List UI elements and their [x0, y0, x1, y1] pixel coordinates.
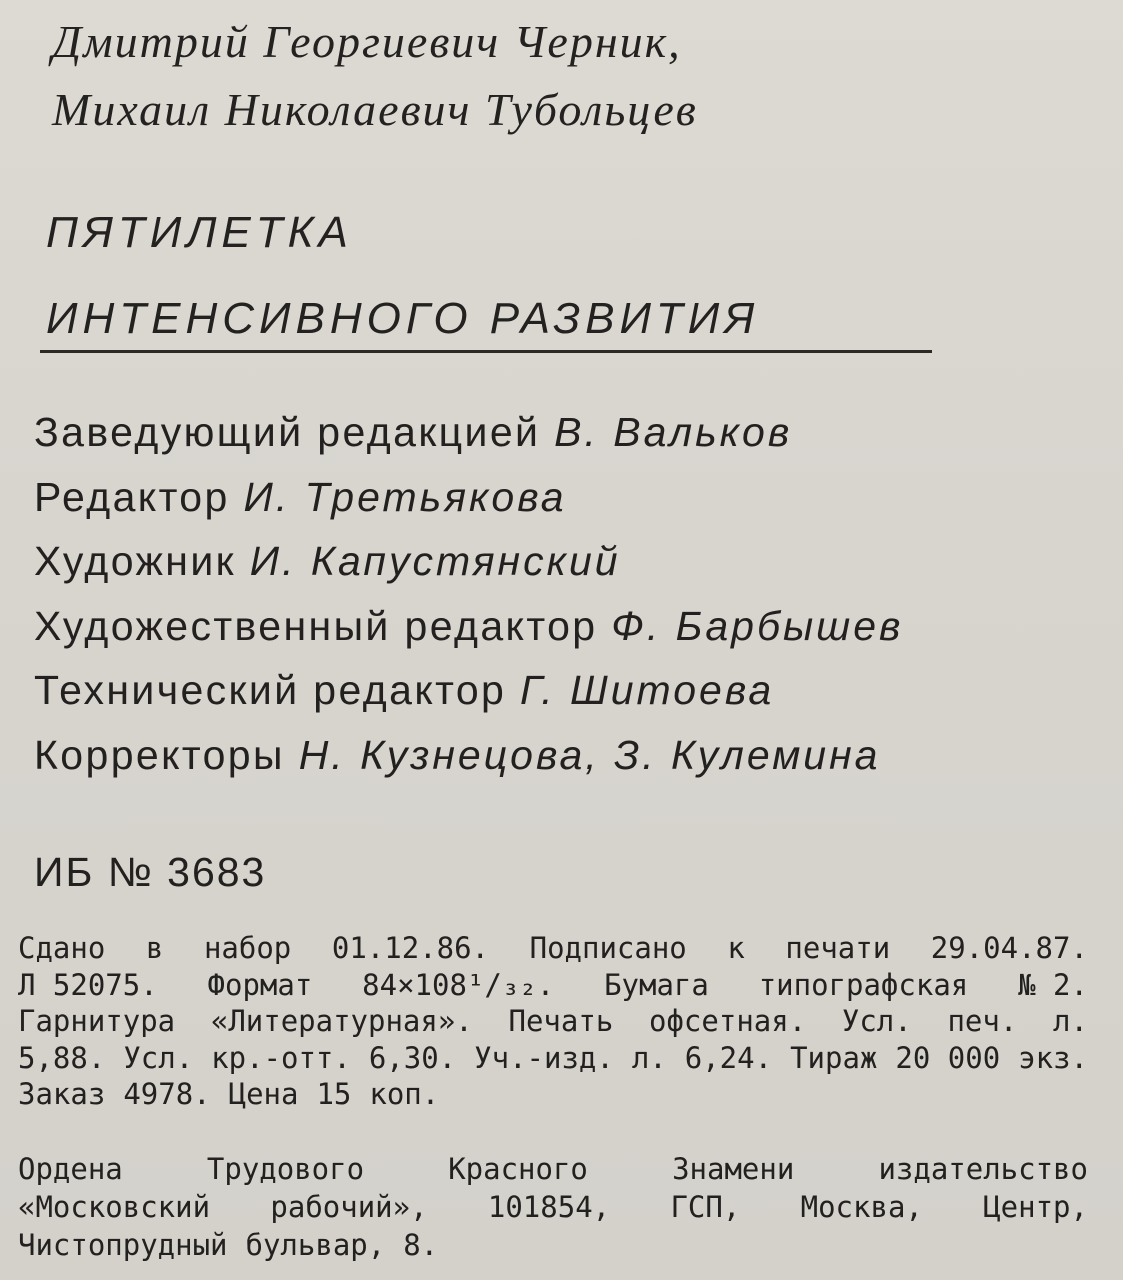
credit-row [34, 594, 903, 659]
author-line: Михаил Николаевич Тубольцев [52, 84, 698, 135]
imprint-word: Бумага [604, 967, 709, 1002]
imprint-word: 20 000 [895, 1040, 1001, 1075]
imprint-word: № 2. [1018, 967, 1088, 1002]
credit-name: Н. Кузнецова, З. Кулемина [298, 731, 881, 778]
publisher-word: Чистопрудный [18, 1228, 228, 1262]
publisher-word: Центр, [983, 1190, 1088, 1224]
imprint-line [18, 1003, 1088, 1040]
imprint-block [18, 930, 1088, 1113]
imprint-word: типографская [758, 967, 969, 1002]
title-line: ПЯТИЛЕТКА [46, 208, 353, 257]
imprint-word: Формат [207, 967, 313, 1002]
imprint-word: л. [1053, 1004, 1088, 1038]
imprint-word: 6,24. [684, 1040, 773, 1075]
credit-row [34, 723, 903, 788]
credit-name: И. Третьякова [243, 473, 567, 520]
imprint-word: Печать [508, 1004, 614, 1038]
imprint-word: Цена [228, 1077, 299, 1111]
credit-row [34, 465, 903, 530]
divider-rule [40, 350, 932, 353]
publisher-word: издательство [878, 1152, 1088, 1186]
imprint-word: л. [631, 1040, 667, 1075]
imprint-word: офсетная. [649, 1004, 807, 1038]
imprint-word: Сдано [18, 931, 106, 965]
imprint-word: к [727, 931, 745, 965]
imprint-line [18, 930, 1088, 967]
imprint-word: набор [203, 931, 292, 965]
publisher-word: 8. [403, 1228, 439, 1262]
author-line: Дмитрий Георгиевич Черник, [52, 16, 682, 67]
imprint-word: Заказ [18, 1077, 106, 1111]
credit-role: Корректоры [34, 731, 285, 778]
authors-block [52, 8, 698, 144]
credit-name: Ф. Барбышев [611, 602, 904, 649]
publisher-line [18, 1188, 1088, 1226]
imprint-word: Уч.-изд. [474, 1040, 614, 1075]
imprint-line [18, 967, 1088, 1004]
imprint-word: печати [785, 931, 891, 965]
imprint-word: печ. [947, 1004, 1018, 1038]
imprint-word: кр.-отт. [211, 1040, 351, 1075]
publisher-line [18, 1150, 1088, 1188]
publisher-word: Ордена [18, 1152, 123, 1186]
imprint-word: Усл. [841, 1004, 912, 1038]
imprint-word: 4978. [123, 1077, 211, 1111]
credit-name: В. Вальков [554, 409, 793, 455]
imprint-word: 01.12.86. [331, 931, 490, 965]
credit-role: Технический редактор [34, 667, 507, 713]
imprint-word: Тираж [790, 1040, 878, 1075]
publisher-line [18, 1226, 1088, 1264]
imprint-word: 84×108¹/₃₂. [362, 967, 555, 1002]
imprint-word: Подписано [529, 931, 687, 965]
imprint-word: Усл. [123, 1040, 194, 1075]
publisher-word: Трудового [206, 1152, 365, 1186]
credit-role: Художник [34, 538, 236, 584]
imprint-word: 29.04.87. [930, 931, 1088, 965]
credit-row [34, 658, 903, 723]
imprint-word: экз. [1018, 1040, 1088, 1075]
credit-row [34, 400, 903, 465]
imprint-line [18, 1076, 1088, 1113]
imprint-word: Гарнитура [18, 1004, 176, 1038]
credits-list [34, 400, 903, 787]
publisher-word: 101854, [487, 1190, 611, 1224]
publisher-word: Москва, [800, 1190, 923, 1224]
publisher-word: «Московский [18, 1190, 211, 1224]
credit-row [34, 529, 903, 594]
imprint-word: в [145, 931, 164, 965]
imprint-word: 15 [316, 1077, 352, 1111]
imprint-line [18, 1040, 1088, 1077]
imprint-word: Л 52075. [18, 967, 158, 1002]
credit-name: И. Капустянский [249, 538, 621, 584]
credit-role: Редактор [34, 473, 230, 520]
publisher-word: Знамени [672, 1152, 795, 1186]
publisher-word: Красного [448, 1152, 588, 1186]
publisher-word: бульвар, [245, 1228, 386, 1262]
title-line: ИНТЕНСИВНОГО РАЗВИТИЯ [46, 294, 760, 343]
publisher-block [18, 1150, 1088, 1264]
imprint-word: 5,88. [18, 1040, 106, 1075]
imprint-word: коп. [369, 1077, 440, 1111]
credit-role: Художественный редактор [34, 602, 598, 649]
publisher-word: рабочий», [270, 1190, 428, 1224]
publisher-word: ГСП, [670, 1190, 741, 1224]
imprint-word: 6,30. [368, 1040, 457, 1075]
ib-number: ИБ № 3683 [34, 849, 267, 895]
imprint-word: «Литературная». [210, 1004, 473, 1038]
credit-role: Заведующий редакцией [34, 409, 541, 455]
book-title [46, 190, 759, 362]
credit-name: Г. Шитоева [520, 667, 775, 713]
